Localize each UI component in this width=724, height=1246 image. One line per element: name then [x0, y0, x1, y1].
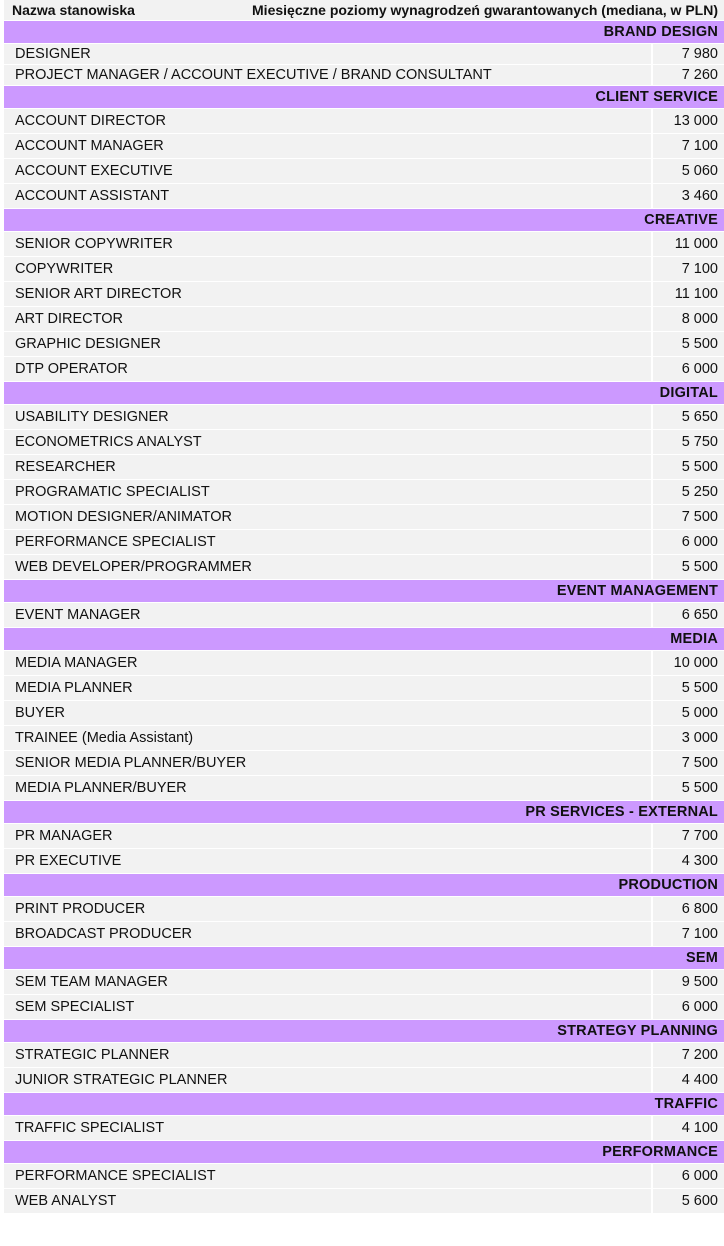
position-name: PROJECT MANAGER / ACCOUNT EXECUTIVE / BRAND CONSULTANT: [15, 67, 492, 83]
column-header-name: Nazwa stanowiska: [12, 2, 135, 18]
position-name: PERFORMANCE SPECIALIST: [15, 1168, 216, 1184]
table-row: [4, 922, 724, 947]
section-header: PRODUCTION: [4, 874, 724, 897]
table-row: [4, 307, 724, 332]
salary-value: 4 100: [651, 1116, 724, 1140]
salary-value: 5 650: [651, 405, 724, 429]
salary-value: 5 000: [651, 701, 724, 725]
table-row: [4, 1164, 724, 1189]
table-row: [4, 109, 724, 134]
table-row: [4, 44, 724, 65]
position-name: STRATEGIC PLANNER: [15, 1047, 170, 1063]
salary-value: 13 000: [651, 109, 724, 133]
position-name: SEM TEAM MANAGER: [15, 974, 168, 990]
position-name: ACCOUNT EXECUTIVE: [15, 163, 173, 179]
table-header: [4, 0, 724, 21]
table-row: [4, 134, 724, 159]
table-row: [4, 1189, 724, 1214]
salary-value: 5 060: [651, 159, 724, 183]
position-name: PR MANAGER: [15, 828, 113, 844]
table-row: [4, 282, 724, 307]
salary-value: 7 260: [651, 65, 724, 85]
position-name: ACCOUNT MANAGER: [15, 138, 164, 154]
salary-value: 4 400: [651, 1068, 724, 1092]
table-row: [4, 651, 724, 676]
salary-value: 6 000: [651, 995, 724, 1019]
salary-value: 6 000: [651, 530, 724, 554]
section-header: EVENT MANAGEMENT: [4, 580, 724, 603]
section-header: CREATIVE: [4, 209, 724, 232]
position-name: USABILITY DESIGNER: [15, 409, 169, 425]
salary-value: 5 500: [651, 676, 724, 700]
position-name: ACCOUNT ASSISTANT: [15, 188, 170, 204]
salary-value: 7 200: [651, 1043, 724, 1067]
position-name: PRINT PRODUCER: [15, 901, 146, 917]
salary-value: 6 000: [651, 357, 724, 381]
position-name: COPYWRITER: [15, 261, 114, 277]
table-row: [4, 970, 724, 995]
position-name: WEB ANALYST: [15, 1193, 117, 1209]
salary-value: 7 100: [651, 922, 724, 946]
position-name: PROGRAMATIC SPECIALIST: [15, 484, 210, 500]
table-row: [4, 405, 724, 430]
position-name: SENIOR MEDIA PLANNER/BUYER: [15, 755, 247, 771]
position-name: MEDIA PLANNER/BUYER: [15, 780, 187, 796]
position-name: SENIOR COPYWRITER: [15, 236, 173, 252]
table-body: [4, 21, 724, 1214]
salary-value: 6 650: [651, 603, 724, 627]
position-name: ECONOMETRICS ANALYST: [15, 434, 202, 450]
section-header: CLIENT SERVICE: [4, 86, 724, 109]
salary-value: 7 500: [651, 505, 724, 529]
salary-value: 5 500: [651, 332, 724, 356]
salary-value: 5 750: [651, 430, 724, 454]
salary-value: 3 000: [651, 726, 724, 750]
table-row: [4, 505, 724, 530]
position-name: JUNIOR STRATEGIC PLANNER: [15, 1072, 228, 1088]
section-header: PR SERVICES - EXTERNAL: [4, 801, 724, 824]
section-header: STRATEGY PLANNING: [4, 1020, 724, 1043]
table-row: [4, 184, 724, 209]
table-row: [4, 159, 724, 184]
table-row: [4, 751, 724, 776]
salary-value: 7 700: [651, 824, 724, 848]
table-row: [4, 995, 724, 1020]
position-name: MEDIA PLANNER: [15, 680, 133, 696]
section-header: MEDIA: [4, 628, 724, 651]
position-name: DESIGNER: [15, 46, 91, 62]
salary-value: 7 500: [651, 751, 724, 775]
salary-value: 7 100: [651, 257, 724, 281]
table-row: [4, 701, 724, 726]
position-name: EVENT MANAGER: [15, 607, 141, 623]
salary-value: 11 000: [651, 232, 724, 256]
table-row: [4, 232, 724, 257]
salary-value: 5 600: [651, 1189, 724, 1213]
position-name: TRAFFIC SPECIALIST: [15, 1120, 165, 1136]
table-row: [4, 603, 724, 628]
salary-value: 5 500: [651, 555, 724, 579]
table-row: [4, 1068, 724, 1093]
position-name: MEDIA MANAGER: [15, 655, 138, 671]
salary-value: 5 500: [651, 455, 724, 479]
position-name: PERFORMANCE SPECIALIST: [15, 534, 216, 550]
salary-value: 11 100: [651, 282, 724, 306]
table-row: [4, 676, 724, 701]
salary-value: 9 500: [651, 970, 724, 994]
section-header: TRAFFIC: [4, 1093, 724, 1116]
position-name: PR EXECUTIVE: [15, 853, 122, 869]
salary-value: 5 250: [651, 480, 724, 504]
salary-table: [4, 0, 724, 1214]
position-name: TRAINEE (Media Assistant): [15, 730, 194, 746]
position-name: WEB DEVELOPER/PROGRAMMER: [15, 559, 252, 575]
position-name: SEM SPECIALIST: [15, 999, 135, 1015]
column-header-value: Miesięczne poziomy wynagrodzeń gwarantowanych (mediana, w PLN): [252, 2, 718, 18]
salary-value: 6 800: [651, 897, 724, 921]
position-name: ART DIRECTOR: [15, 311, 123, 327]
section-header: DIGITAL: [4, 382, 724, 405]
salary-value: 7 100: [651, 134, 724, 158]
position-name: DTP OPERATOR: [15, 361, 128, 377]
section-header: SEM: [4, 947, 724, 970]
table-row: [4, 257, 724, 282]
salary-value: 3 460: [651, 184, 724, 208]
position-name: SENIOR ART DIRECTOR: [15, 286, 182, 302]
salary-value: 4 300: [651, 849, 724, 873]
position-name: MOTION DESIGNER/ANIMATOR: [15, 509, 232, 525]
position-name: RESEARCHER: [15, 459, 116, 475]
position-name: BROADCAST PRODUCER: [15, 926, 192, 942]
salary-value: 10 000: [651, 651, 724, 675]
salary-value: 8 000: [651, 307, 724, 331]
table-row: [4, 1116, 724, 1141]
salary-value: 6 000: [651, 1164, 724, 1188]
table-row: [4, 455, 724, 480]
table-row: [4, 332, 724, 357]
position-name: BUYER: [15, 705, 65, 721]
table-row: [4, 555, 724, 580]
table-row: [4, 897, 724, 922]
section-header: PERFORMANCE: [4, 1141, 724, 1164]
table-row: [4, 430, 724, 455]
table-row: [4, 824, 724, 849]
position-name: GRAPHIC DESIGNER: [15, 336, 161, 352]
table-row: [4, 530, 724, 555]
salary-value: 5 500: [651, 776, 724, 800]
table-row: [4, 726, 724, 751]
section-header: BRAND DESIGN: [4, 21, 724, 44]
table-row: [4, 480, 724, 505]
position-name: ACCOUNT DIRECTOR: [15, 113, 166, 129]
table-row: [4, 776, 724, 801]
table-row: [4, 1043, 724, 1068]
salary-value: 7 980: [651, 44, 724, 64]
table-row: [4, 357, 724, 382]
table-row: [4, 65, 724, 86]
table-row: [4, 849, 724, 874]
